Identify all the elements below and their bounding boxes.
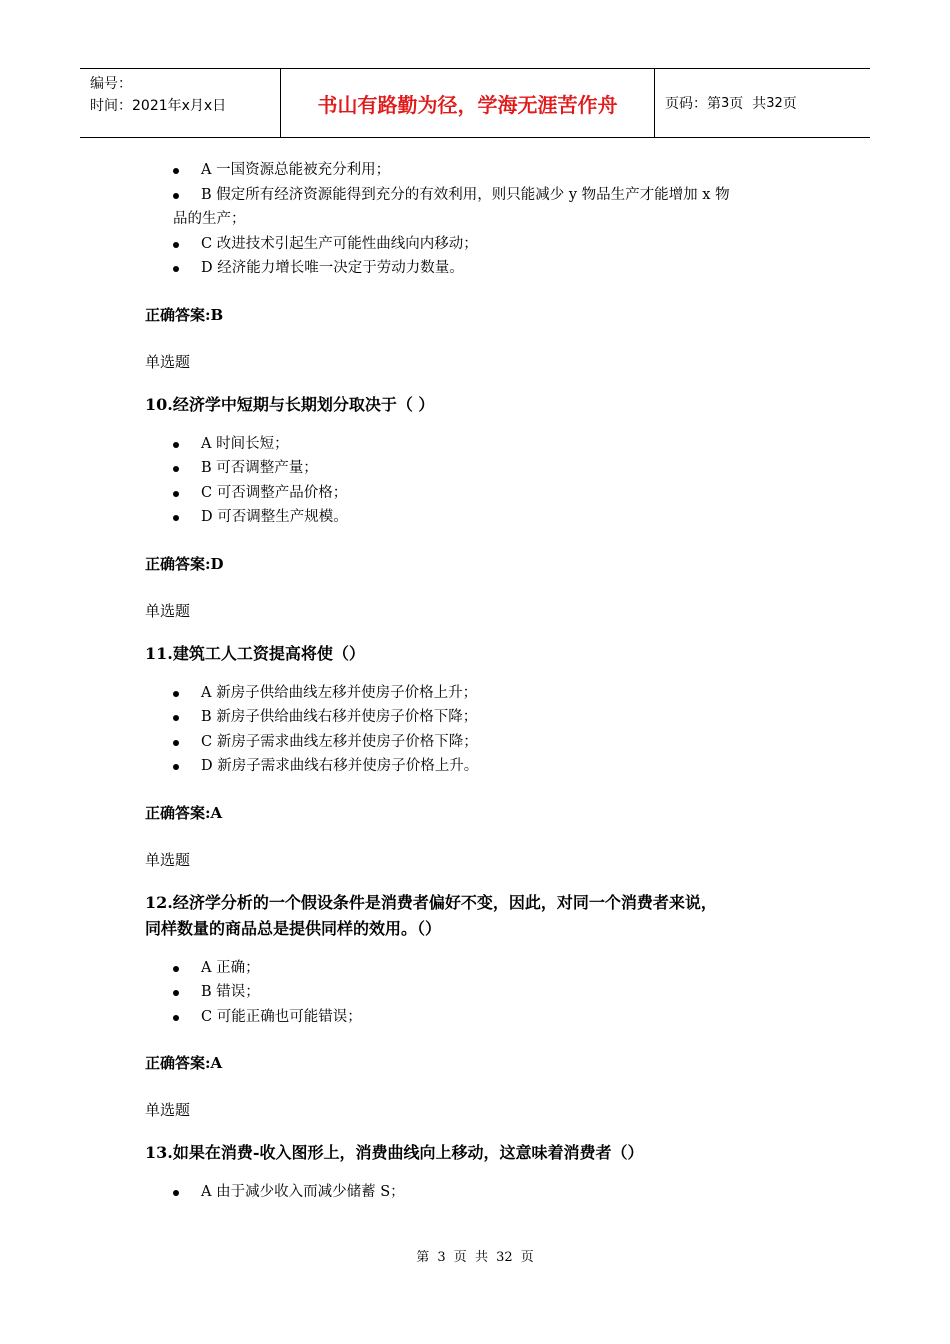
option-item: B 假定所有经济资源能得到充分的有效利用，则只能减少 y 物品生产才能增加 x 物 品的生产； (173, 186, 730, 227)
page-label-prefix: 页码：第 (665, 96, 721, 112)
option-item: C 新房子需求曲线左移并使房子价格下降； (145, 730, 825, 755)
bullet-icon (173, 168, 179, 174)
q12-answer: 正确答案:A (145, 1054, 223, 1072)
q10-title: 10.经济学中短期与长期划分取决于（ ） (145, 394, 435, 414)
bullet-icon (173, 442, 179, 448)
q10-answer: 正确答案:D (145, 554, 224, 573)
q12-title-line1: 12.经济学分析的一个假设条件是消费者偏好不变，因此，对同一个消费者来说， (145, 892, 717, 912)
bullet-icon (173, 691, 179, 697)
header-meta (80, 69, 281, 137)
bullet-icon (173, 740, 179, 746)
q13-title: 13.如果在消费-收入图形上，消费曲线向上移动，这意味着消费者（） (145, 1143, 644, 1162)
document-body (145, 158, 825, 1205)
bullet-icon (173, 1015, 179, 1021)
q13-type: 单选题 (145, 1101, 191, 1119)
bullet-icon (173, 266, 179, 272)
q12-title-line2: 同样数量的商品总是提供同样的效用。（） (145, 918, 442, 938)
bullet-icon (173, 515, 179, 521)
option-item: B 可否调整产量； (145, 456, 825, 481)
option-item: A 正确； (145, 956, 825, 981)
footer-page-current: 3 (437, 1250, 446, 1265)
option-item: D 可否调整生产规模。 (145, 505, 825, 530)
bullet-icon (173, 764, 179, 770)
option-item: B 错误； (145, 980, 825, 1005)
option-item: A 由于减少收入而减少储蓄 S； (145, 1180, 825, 1205)
bullet-icon (173, 466, 179, 472)
q11-type: 单选题 (145, 601, 191, 620)
header-motto: 书山有路勤为径，学海无涯苦作舟 (281, 69, 655, 137)
q9-options (145, 158, 825, 281)
option-item: D 新房子需求曲线右移并使房子价格上升。 (145, 754, 825, 779)
doc-code-label: 编号： (90, 76, 132, 92)
option-item: D 经济能力增长唯一决定于劳动力数量。 (145, 256, 825, 281)
q12-type: 单选题 (145, 850, 191, 869)
q12-options (145, 956, 825, 1030)
page-current: 3 (721, 95, 730, 111)
q9-answer: 正确答案:B (145, 305, 224, 324)
option-item: A 时间长短； (145, 432, 825, 457)
page-total: 32 (766, 95, 783, 111)
footer-page-total: 32 (496, 1250, 513, 1265)
q12-title (145, 890, 825, 942)
q10-options (145, 432, 825, 530)
q10-type: 单选题 (145, 352, 191, 371)
bullet-icon (173, 193, 179, 199)
bullet-icon (173, 715, 179, 721)
bullet-icon (173, 966, 179, 972)
q11-answer: 正确答案:A (145, 803, 223, 822)
bullet-icon (173, 491, 179, 497)
option-item: A 新房子供给曲线左移并使房子价格上升； (145, 681, 825, 706)
bullet-icon (173, 1190, 179, 1196)
option-item: C 可否调整产品价格； (145, 481, 825, 506)
bullet-icon (173, 242, 179, 248)
option-item: C 改进技术引起生产可能性曲线向内移动； (145, 232, 825, 257)
page-header (80, 68, 870, 138)
page-label-mid: 页 共 (729, 96, 767, 112)
page-label-suffix: 页 (782, 96, 797, 112)
q11-options (145, 681, 825, 779)
page-footer: 第 3 页 共 32 页 (416, 1250, 534, 1265)
bullet-icon (173, 990, 179, 996)
q13-options (145, 1180, 825, 1205)
header-page-info (655, 69, 870, 137)
option-item: A 一国资源总能被充分利用； (145, 158, 825, 183)
option-item: B 新房子供给曲线右移并使房子价格下降； (145, 705, 825, 730)
option-item: C 可能正确也可能错误； (145, 1005, 825, 1030)
q11-title: 11.建筑工人工资提高将使（） (145, 643, 365, 663)
doc-time-label: 时间：2021年x月x日 (90, 98, 227, 114)
